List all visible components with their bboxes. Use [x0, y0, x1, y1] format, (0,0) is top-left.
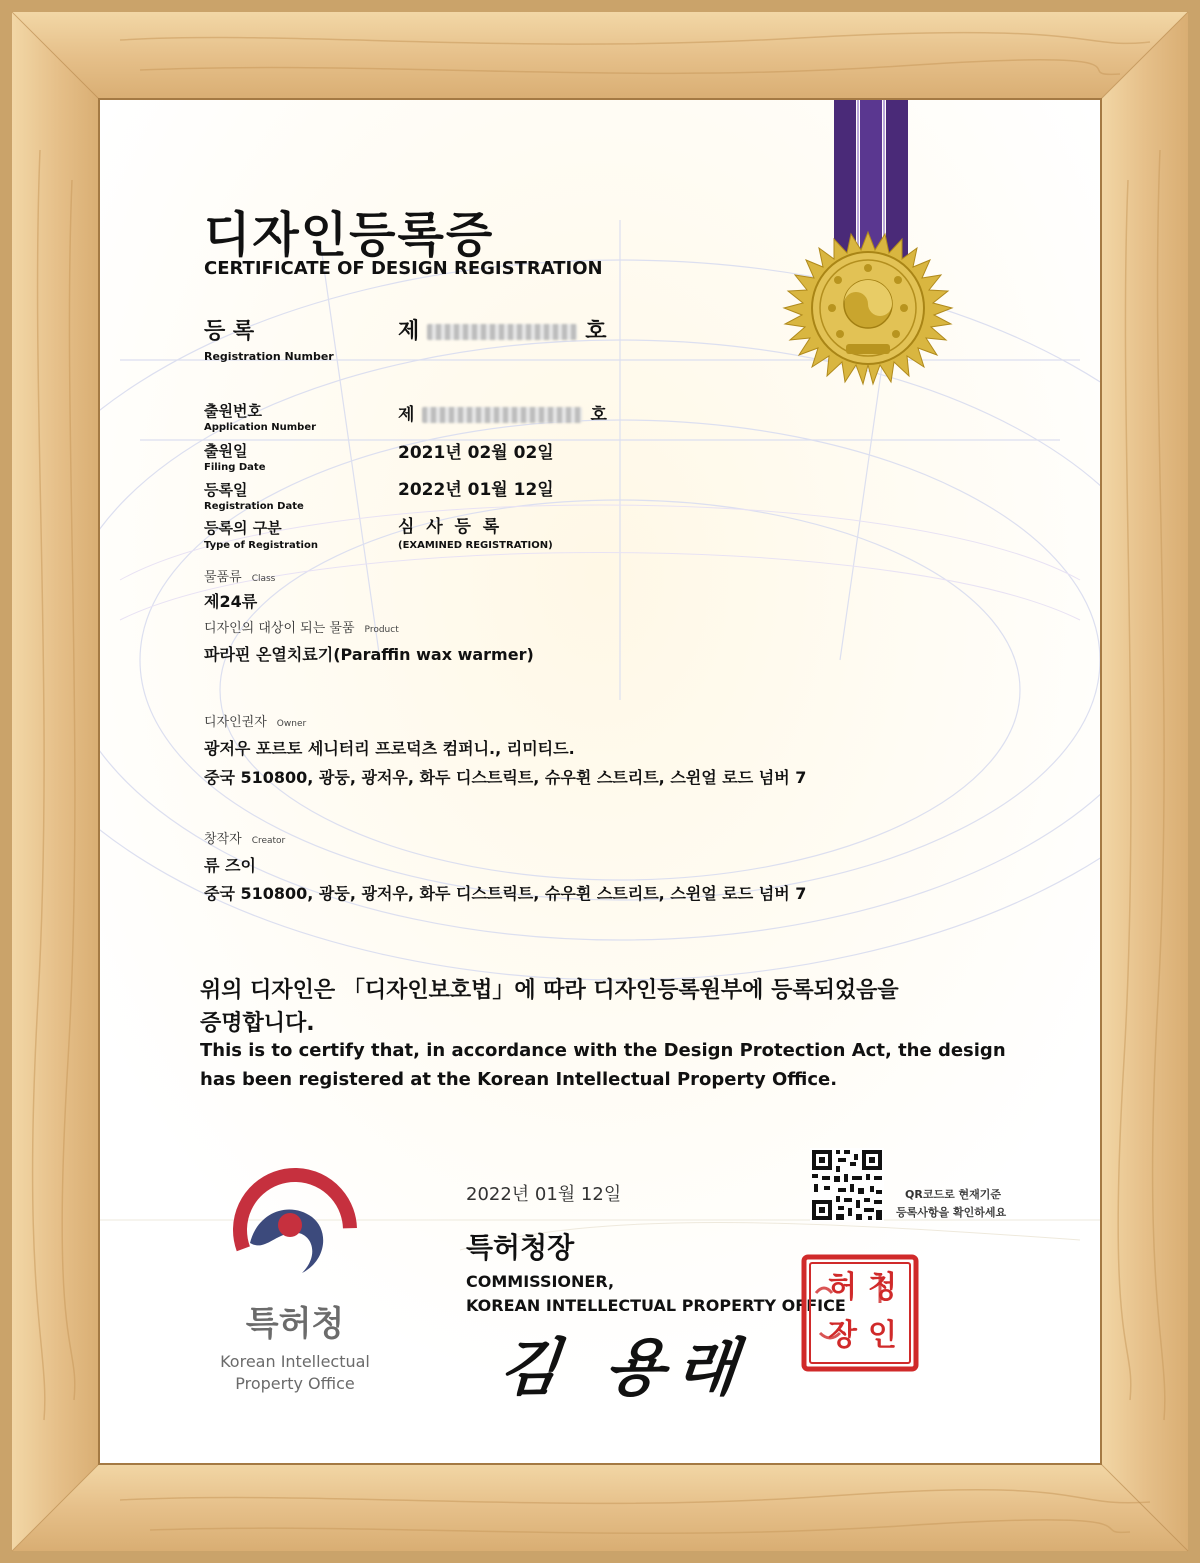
creator-label-english: Creator: [251, 836, 286, 846]
registration-suffix: 호: [585, 319, 607, 344]
class-label: 물품류: [204, 570, 242, 585]
registration-type-label: 등록의 구분: [204, 519, 282, 537]
svg-text:장: 장: [828, 1318, 857, 1353]
registration-type: 심 사 등 록: [398, 517, 500, 537]
registration-number: [398, 314, 607, 345]
kipo-logo-english-line2: Property Office: [235, 1374, 355, 1393]
statement-english-line2: has been registered at the Korean Intellectual Property Office.: [200, 1069, 838, 1090]
registration-type-label-english: Type of Registration: [204, 540, 318, 551]
redacted-application-number: [422, 407, 582, 423]
taegeuk-logo-icon: [230, 1165, 360, 1295]
application-suffix: 호: [590, 405, 607, 425]
product-label: 디자인의 대상이 되는 물품: [204, 621, 355, 636]
registration-date-label: 등록일: [204, 481, 248, 499]
application-prefix: 제: [398, 405, 415, 425]
filing-date-label: 출원일: [204, 442, 248, 460]
application-number-label-english: Application Number: [204, 422, 317, 433]
owner-label-english: Owner: [276, 719, 307, 729]
registration-prefix: 제: [398, 319, 420, 344]
statement-english-line1: This is to certify that, in accordance with the Design Protection Act, the design: [200, 1040, 1006, 1061]
creator-address: 중국 510800, 광둥, 광저우, 화두 디스트릭트, 슈우휜 스트리트, 스윈얼 로드 넘버 7: [204, 884, 807, 903]
registration-date-label-english: Registration Date: [204, 501, 304, 512]
certificate-title: 디자인등록증: [204, 207, 495, 263]
issue-date: 2022년 01월 12일: [466, 1184, 622, 1205]
product-label-english: Product: [364, 625, 399, 635]
handwritten-signature: 김 용래: [495, 1331, 753, 1404]
owner-label: 디자인권자: [204, 715, 267, 730]
kipo-logo-english-line1: Korean Intellectual: [220, 1352, 370, 1371]
class-value: 제24류: [204, 592, 258, 611]
svg-text:허: 허: [828, 1270, 857, 1305]
gold-seal-icon: [748, 100, 988, 480]
owner-label-row: [204, 711, 306, 730]
qr-code-icon[interactable]: [810, 1148, 884, 1222]
statement-korean-line2: 증명합니다.: [200, 1011, 315, 1036]
statement-korean-line1: 위의 디자인은 「디자인보호법」에 따라 디자인등록원부에 등록되었음을: [200, 978, 899, 1003]
owner-name: 광저우 포르토 세니터리 프로덕츠 컴퍼니., 리미티드.: [204, 739, 575, 758]
qr-note-line1: QR코드로 현재기준: [905, 1188, 1002, 1201]
creator-label: 창작자: [204, 832, 242, 847]
official-stamp-icon: [800, 1253, 920, 1373]
class-label-row: [204, 566, 275, 585]
commissioner-english-line1: COMMISSIONER,: [466, 1272, 615, 1291]
registration-label: 등 록: [204, 319, 255, 344]
commissioner-english-line2: KOREAN INTELLECTUAL PROPERTY OFFICE: [466, 1296, 846, 1315]
creator-label-row: [204, 828, 285, 847]
svg-text:인: 인: [868, 1318, 897, 1353]
qr-note-line2: 등록사항을 확인하세요: [896, 1206, 1007, 1219]
application-number-label: 출원번호: [204, 402, 262, 420]
creator-name: 류 즈이: [204, 856, 256, 875]
product-label-row: [204, 617, 399, 636]
filing-date-label-english: Filing Date: [204, 462, 266, 473]
product-value: 파라핀 온열치료기(Paraffin wax warmer): [204, 645, 534, 664]
filing-date: 2021년 02월 02일: [398, 443, 554, 463]
certificate-title-english: CERTIFICATE OF DESIGN REGISTRATION: [204, 258, 603, 279]
registration-label-english: Registration Number: [204, 350, 334, 363]
redacted-registration-number: [427, 324, 577, 340]
svg-text:청: 청: [868, 1270, 897, 1305]
commissioner-korean: 특허청장: [466, 1231, 575, 1264]
kipo-logo-korean: 특허청: [245, 1304, 345, 1344]
registration-type-english: (EXAMINED REGISTRATION): [398, 540, 553, 551]
application-number: [398, 400, 607, 425]
owner-address: 중국 510800, 광둥, 광저우, 화두 디스트릭트, 슈우휜 스트리트, 스윈얼 로드 넘버 7: [204, 768, 807, 787]
certificate-paper: [100, 100, 1100, 1463]
class-label-english: Class: [251, 574, 276, 584]
registration-date: 2022년 01월 12일: [398, 480, 554, 500]
